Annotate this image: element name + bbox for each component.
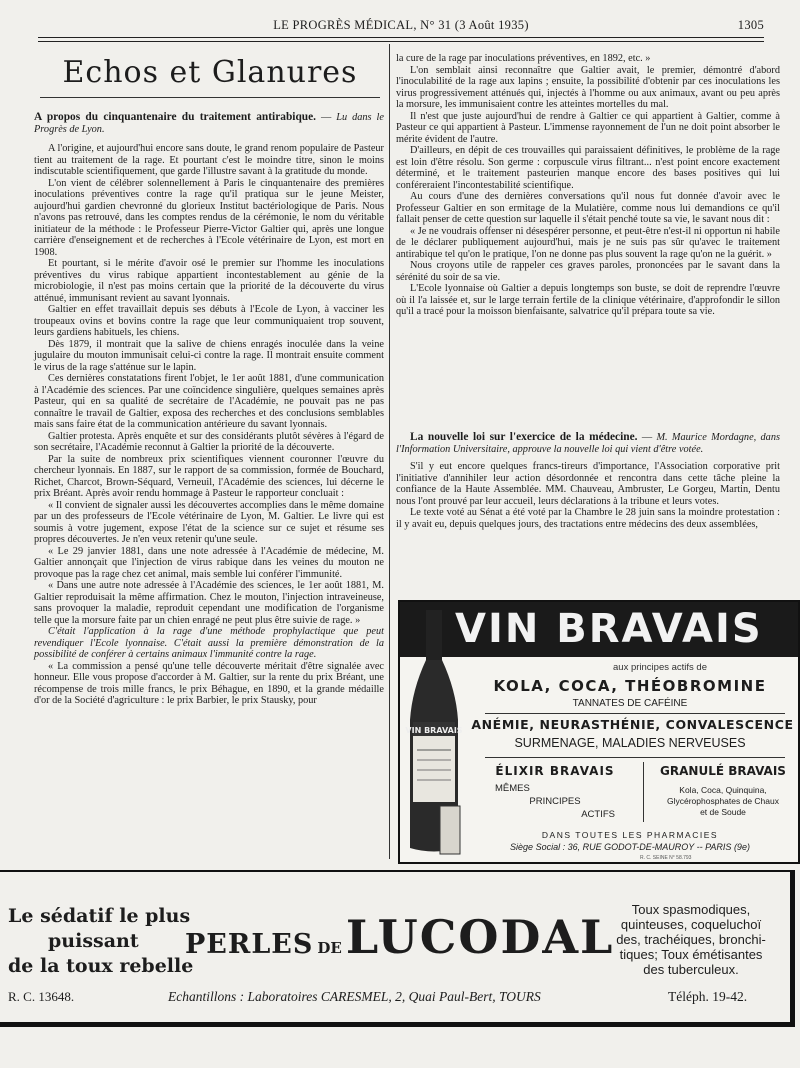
article2-source: M. Maurice Mordagne, dans l'Information Universitaire, approuve la nouvelle loi qui vient d'être votée. [396,432,780,455]
paragraph: Et pourtant, si le mérite d'avoir osé le premier sur l'homme les inoculations préventives du virus rabique appartient incontestablement au génie de la microbiologie, il n'est pas moins certain que la priorité de la découverte du virus atténué, immunisant revient au savant lyonnais. [34,258,384,304]
paragraph: Nous croyons utile de rappeler ces graves paroles, prononcées par le savant dans la sérénité du soir de sa vie. [396,260,780,283]
italic-paragraph: C'était l'application à la rage d'une méthode prophylactique que peut revendiquer l'Ecole lyonnaise. C'était aussi la première démonstration de la possibilité de conférer à certains animaux l'immunité contre la rage. [34,626,384,660]
paragraph: A l'origine, et aujourd'hui encore sans doute, le grand renom populaire de Pasteur tient au traitement de la rage. Et pourtant c'est le moindre titre, sinon le moins indiscutable scientifiquement, que garde l'illustre savant à la gratitude du monde. [34,143,384,177]
article2-heading: La nouvelle loi sur l'exercice de la médecine. — M. Maurice Mordagne, dans l'Information Universitaire, approuve la nouvelle loi qui vient d'être votée. [396,431,780,455]
right-column-text [396,53,780,318]
page-number: 1305 [737,18,764,32]
paragraph: S'il y eut encore quelques francs-tireurs d'importance, l'Association corporative prit l'initiative d'annihiler leur action désordonnée et rencontra dans cette tâche pleine la confiance de la Haute Assemblée. MM. Chauveau, Ambruster, Le Gorgeu, Martin, Dentu nous l'ont prouvé par leur accueil, leurs déclarations à la tribune et leurs votes. [396,461,780,507]
article-title: A propos du cinquantenaire du traitement antirabique. [34,111,317,123]
ad-indications: ANÉMIE, NEURASTHÉNIE, CONVALESCENCE [471,717,794,732]
ad-subtitle: aux principes actifs de [613,662,707,673]
paragraph: la cure de la rage par inoculations préventives, en 1892, etc. » [396,53,651,64]
ad-address: Siège Social : 36, RUE GODOT-DE-MAUROY -- PARIS (9e) [510,842,750,852]
paragraph: Galtier en effet travaillait depuis ses débuts à l'Ecole de Lyon, à vacciner les troupeaux ovins et bovins contre la rage que leur communiquaient trop souvent, leurs gardiens habituels, les chiens. [34,304,384,338]
quote-paragraph: « Dans une autre note adressée à l'Académie des sciences, le 1er août 1881, M. Galtier reproduisait la même affirmation. Chez le mouton, l'injection intraveineuse, sans provoquer la maladie, reproduit cependant une modification de l'organisme telle que la morsure faite par un chien enragé ne peut plus être suivie de rage. » [34,580,384,626]
quote-paragraph: « Le 29 janvier 1881, dans une note adressée à l'Académie de médecine, M. Galtier annonçait que l'injection de virus rabique dans les veines du mouton ne provoque pas la rage chez cet animal, mais semble lui conférer l'immunité. [34,545,384,580]
section-title: Echos et Glanures [62,55,358,90]
ad-rule [485,713,785,714]
ad-tagline: Le sédatif le plus puissant de la toux rebelle [8,905,194,977]
lucodal-logo: PERLES DELUCODAL [185,910,615,964]
granule-title: GRANULÉ BRAVAIS [660,764,786,778]
article-source: Lu dans le Progrès de Lyon. [34,112,384,135]
quote-paragraph: « La commission a pensé qu'une telle découverte méritait d'être signalée avec honneur. Elle vous propose d'accorder à M. Galtier, sur la rente du prix Bréant, une récompense de trois mille francs, le prix Béhague, en 1890, et la grande médaille d'or de la Société d'agriculture : le prix Barbier, le prix Stausky, pour [34,660,384,706]
lucodal-ad [0,870,795,1027]
bottle-illustration [404,610,464,855]
ad-pharmacies: DANS TOUTES LES PHARMACIES [541,830,719,840]
paragraph: Galtier protesta. Après enquête et sur des considérants plutôt sévères à l'égard de son secrétaire, l'Académie reconnut à Galtier la priorité de la découverte. [34,430,384,453]
elixir-details: MÊMES PRINCIPES ACTIFS [495,783,615,820]
paragraph: L'Ecole lyonnaise où Galtier a depuis longtemps son buste, se doit de reprendre l'œuvre où il l'a laissée et, sur le large terrain fertile de la clinique vétérinaire, d'approfondir le sillon qu'il a tracé pour la moisson bienfaisante, salvatrice qu'il prépara toute sa vie. [396,283,780,317]
title-rule [40,97,380,98]
paragraph: L'on vient de célébrer solennellement à Paris le cinquantenaire des premières inoculations préventives contre la rage qu'il pratiqua sur le jeune Meister, aujourd'hui gardien chevronné du glorieux Institut bactériologique de Paris. Nous n'avons pas retrouvé, dans les comptes rendus de la cérémonie, le nom du véritable initiateur de la méthode : le Professeur Pierre-Victor Galtier qui, après une longue carrière d'enseignement et de recherches à l'Ecole vétérinaire de Lyon, est mort en 1908. [34,177,384,258]
ad-registration: R. C. 13648. [8,989,75,1004]
header-rule-thin [38,41,764,42]
paragraph: Par la suite de nombreux prix scientifiques viennent couronner l'œuvre du chercheur lyonnais. En 1887, sur le rapport de sa commission, formée de Bouchard, Richet, Charcot, Brown-Séquard, Verneuil, l'Académie des sciences, lui décerne le prix Bréant. Après avoir rendu hommage à Pasteur le rapporteur concluait : [34,453,384,499]
paragraph: Ces dernières constatations firent l'objet, le 1er août 1881, d'une communication à l'Académie des sciences. Par une coïncidence singulière, quelques semaines après Pasteur, qui en sa qualité de secrétaire de l'Académie, ne pouvait pas ne pas connaître le travail de Galtier, exposa des recherches et des conclusions semblables mais sans faire état de la communication antérieure du savant lyonnais. [34,373,384,430]
ad-phone: Téléph. 19-42. [668,989,748,1004]
ad-indications: Toux spasmodiques, quinteuses, coqueluchoï des, trachéiques, bronchi- tiques; Toux émétisantes des tuberculeux. [616,902,766,977]
paragraph: D'ailleurs, en dépit de ces trouvailles qui paraissaient définitives, le problème de la rage est loin d'être résolu. Son germe : corpuscule virus filtrant... n'est point encore exactement déterminé, et le traitement pasteurien manque encore des bases positives qui lui conféreraient l'incontestabilité scientifique. [396,145,780,191]
ad-ingredients: KOLA, COCA, THÉOBROMINE [493,677,767,695]
ad-registration: R. C. SEINE N° 58.793 [640,855,692,861]
ad-samples: Echantillons : Laboratoires CARESMEL, 2, Quai Paul-Bert, TOURS [168,989,541,1004]
vin-bravais-ad [398,600,800,864]
ad-tannates: TANNATES DE CAFÉINE [572,698,688,709]
granule-details: Kola, Coca, Quinquina, Glycérophosphates de Chaux et de Soude [667,785,779,817]
article2-title: La nouvelle loi sur l'exercice de la médecine. [410,431,638,443]
paragraph: Dès 1879, il montrait que la salive de chiens enragés inoculée dans la veine jugulaire du mouton immunisait celui-ci contre la rage. Il montrait ensuite comment le virus de la rage s'atténue sur le lapin. [34,338,384,373]
elixir-title: ÉLIXIR BRAVAIS [495,764,615,778]
quote-paragraph: « Je ne voudrais offenser ni désespérer personne, et peut-être n'est-il ni opportun ni habile de le déclarer publiquement aujourd'hui, mais je ne suis pas sûr qu'avec le traitement antirabique tel qu'on le pratique, l'on ne donne pas plus souvent la rage qu'on ne la guérit. » [396,225,780,260]
journal-header: LE PROGRÈS MÉDICAL, N° 31 (3 Août 1935) [273,18,529,32]
paragraph: Le texte voté au Sénat a été voté par la Chambre le 28 juin sans la moindre protestation : il y avait eu, depuis quelques jours, des tractations entre médecins des deux assemblées, [396,507,780,530]
ad-divider [643,762,644,822]
ad-brand: VIN BRAVAIS [455,606,763,652]
quote-paragraph: « Il convient de signaler aussi les découvertes accomplies dans le même domaine par un des professeurs de l'Ecole vétérinaire de Lyon, M. Galtier. Le livre qui est soumis à votre jugement, expose l'état de la science sur ce sujet et résume ses propres découvertes. Je n'en veux retenir qu'une seule. [34,499,384,545]
left-column [34,112,384,707]
article-heading: A propos du cinquantenaire du traitement antirabique. — Lu dans le Progrès de Lyon. [34,111,384,135]
header-rule [38,37,764,38]
ad-rule [485,757,785,758]
column-divider [389,44,390,859]
bottle-label: VIN BRAVAIS [405,726,463,735]
ad-indications-2: SURMENAGE, MALADIES NERVEUSES [514,736,746,750]
paragraph: Au cours d'une des dernières conversations qu'il nous fut donnée d'avoir avec le Professeur Galtier en son ermitage de la Mulatière, comme nous lui demandions ce qu'il fallait penser de cette question sur laquelle il s'était penché toute sa vie, le savant nous dit : [396,191,780,225]
paragraph: L'on semblait ainsi reconnaître que Galtier avait, le premier, démontré d'abord l'inoculabilité de la rage aux lapins ; ensuite, la possibilité d'obtenir par ces inoculations les virus progressivement atténués qui, injectés à l'homme ou aux animaux, avant ou peu après la morsure, les immunisaient contre les atteintes mortelles du mal. [396,64,780,110]
paragraph: Il n'est que juste aujourd'hui de rendre à Galtier ce qui appartient à Galtier, comme à Pasteur ce qui appartient à Pasteur. L'immense rayonnement de l'un ne doit point absorber le mérite évident de l'autre. [396,110,780,145]
article2 [396,432,780,530]
